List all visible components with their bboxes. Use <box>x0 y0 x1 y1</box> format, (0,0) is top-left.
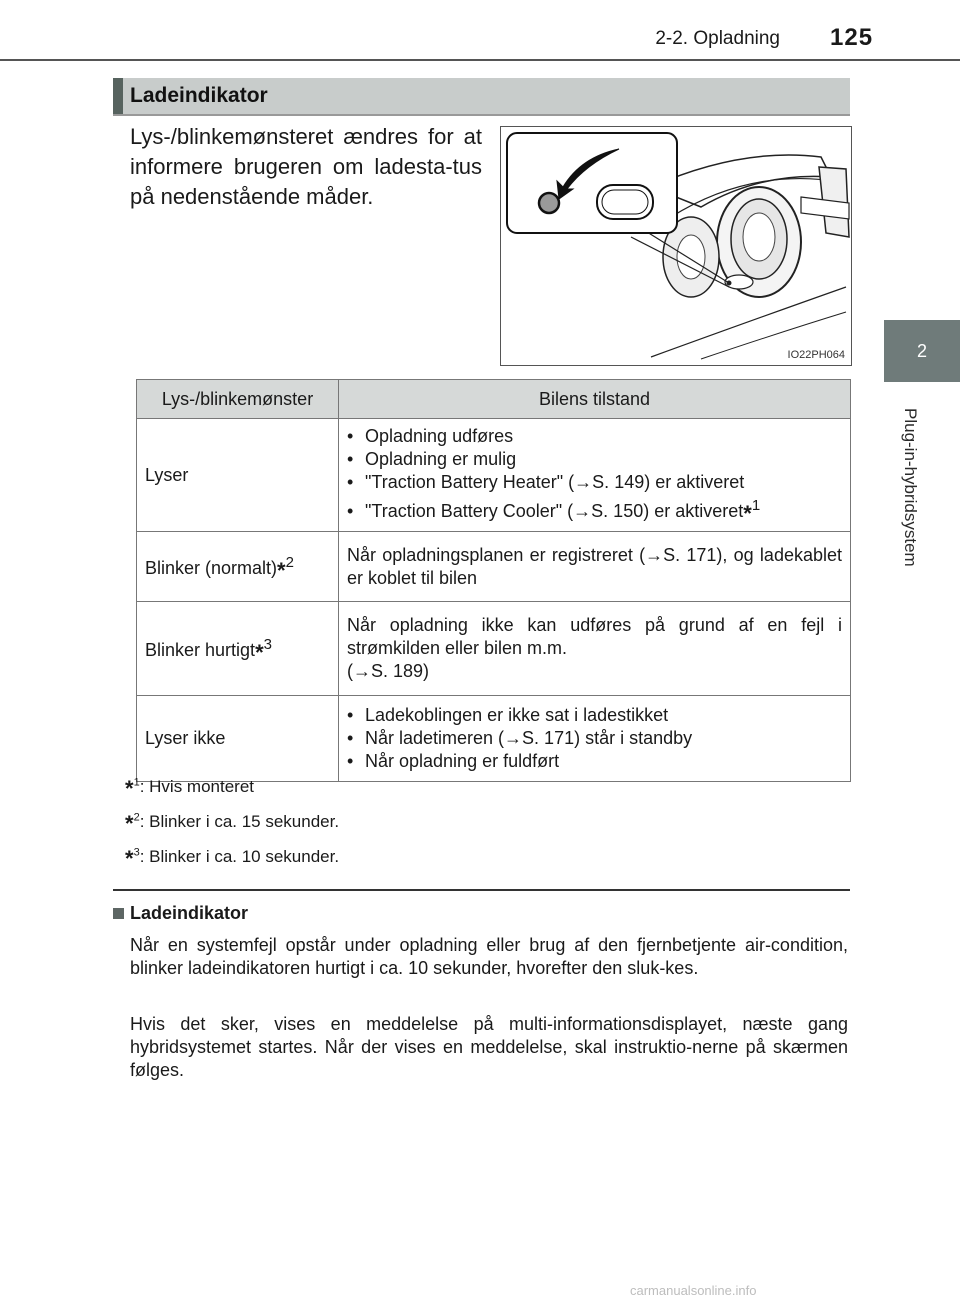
footnote-3: *$^3$: Blinker i ca. 10 sekunder. <box>125 846 340 871</box>
watermark: carmanualsonline.info <box>630 1283 757 1298</box>
intro-text: Lys-/blinkemønsteret ændres for at informere brugeren om ladesta-tus på nedenstående måder. <box>130 124 482 209</box>
list-item: • Når opladning er fuldført <box>347 751 560 771</box>
charging-port-figure <box>500 126 852 366</box>
section-separator <box>113 889 850 891</box>
table-cell-pattern: Blinker (normalt)*$^2$ <box>137 532 339 602</box>
list-item: • Opladning udføres <box>347 426 514 446</box>
section-title-accent <box>113 78 123 114</box>
list-item: • Opladning er mulig <box>347 449 517 469</box>
indicator-table <box>136 379 851 782</box>
table-cell-state: Når opladning ikke kan udføres på grund af en fejl i strømkilden eller bilen m.m. (→S. 189) <box>339 602 851 696</box>
table-cell-pattern: Blinker hurtigt*$^3$ <box>137 602 339 696</box>
state-list <box>347 704 842 773</box>
table-row <box>137 419 851 532</box>
table-row <box>137 696 851 782</box>
table-row <box>137 532 851 602</box>
subsection-title: Ladeindikator <box>113 903 248 924</box>
state-list <box>347 425 842 525</box>
charging-port-illustration <box>501 127 851 365</box>
chapter-tab-number: 2 <box>884 320 960 382</box>
list-item: • "Traction Battery Cooler" (→S. 150) er aktiveret*$^1$ <box>347 497 761 526</box>
table-header-pattern: Lys-/blinkemønster <box>137 380 339 419</box>
chapter-tab-label <box>878 408 920 628</box>
table-cell-state: Når opladningsplanen er registreret (→S. 171), og ladekablet er koblet til bilen <box>339 532 851 602</box>
list-item: • Ladekoblingen er ikke sat i ladestikket <box>347 705 669 725</box>
table-cell-pattern: Lyser ikke <box>137 696 339 782</box>
running-header-section: 2-2. Opladning <box>655 28 780 49</box>
table-cell-pattern: Lyser <box>137 419 339 532</box>
square-bullet-icon <box>113 908 124 919</box>
list-item: • "Traction Battery Heater" (→S. 149) er aktiveret <box>347 472 745 492</box>
section-title-underline <box>113 114 850 116</box>
section-title: Ladeindikator <box>130 84 268 107</box>
subsection-paragraph-1: Når en systemfejl opstår under opladning eller brug af den fjernbetjente air-condition, blinker ladeindikatoren hurtigt i ca. 10 sekunder, hvorefter den sluk-kes. <box>130 935 848 978</box>
header-rule <box>0 59 960 61</box>
table-header-state: Bilens tilstand <box>339 380 851 419</box>
footnote-1: *$^1$: Hvis monteret <box>125 776 254 801</box>
table-cell-state <box>339 419 851 532</box>
list-item: • Når ladetimeren (→S. 171) står i standby <box>347 728 693 748</box>
table-header-row <box>137 380 851 419</box>
table-cell-state <box>339 696 851 782</box>
table-row <box>137 602 851 696</box>
subsection-paragraph-2: Hvis det sker, vises en meddelelse på multi-informationsdisplayet, næste gang hybridsystemet startes. Når der vises en meddelelse, skal instruktio-nerne på skærmen følges. <box>130 1014 848 1080</box>
footnote-2: *$^2$: Blinker i ca. 15 sekunder. <box>125 811 340 836</box>
page-number: 125 <box>830 24 874 51</box>
chapter-tab-label-text: Plug-in-hybridsystem <box>901 408 920 567</box>
figure-code: IO22PH064 <box>787 349 845 361</box>
